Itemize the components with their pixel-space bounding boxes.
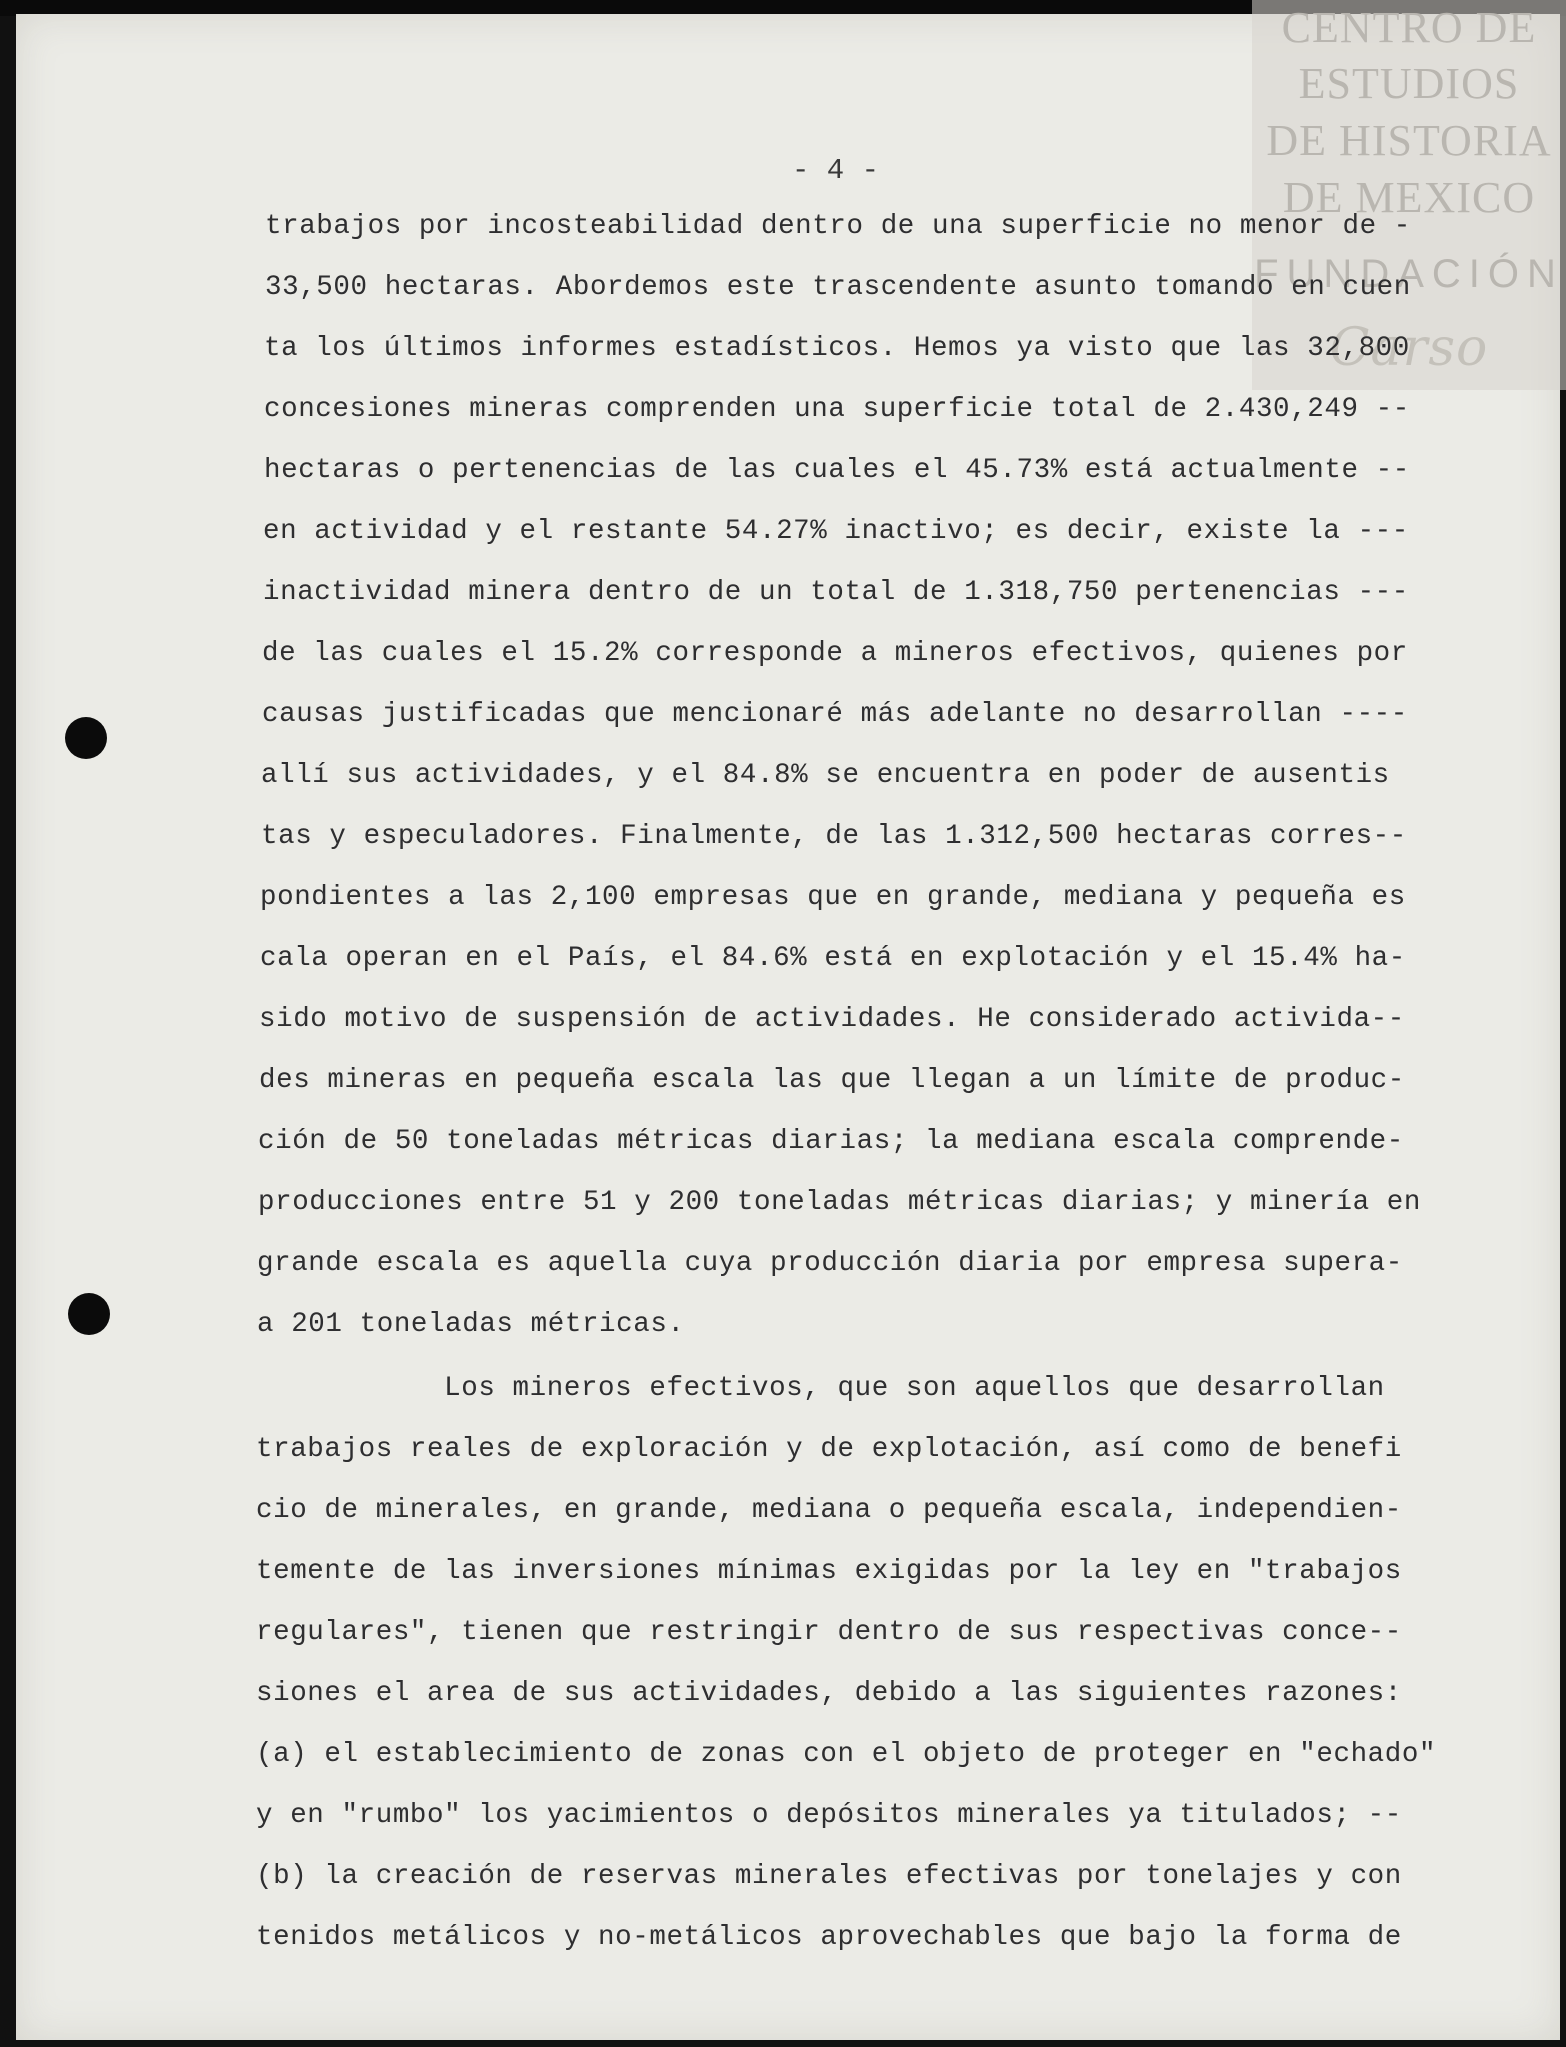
watermark-line: DE HISTORIA	[1266, 116, 1552, 165]
text-line: regulares", tienen que restringir dentro de sus respectivas conce--	[256, 1617, 1402, 1648]
text-line: grande escala es aquella cuya producción diaria por empresa supera-	[257, 1248, 1403, 1279]
text-line: temente de las inversiones mínimas exigidas por la ley en "trabajos	[256, 1556, 1402, 1587]
text-line: ta los últimos informes estadísticos. Hemos ya visto que las 32,800	[264, 333, 1410, 364]
watermark-line: DE MEXICO	[1282, 173, 1536, 222]
text-line: 33,500 hectaras. Abordemos este trascendente asunto tomando en cuen	[265, 272, 1411, 303]
text-line: (b) la creación de reservas minerales efectivas por tonelajes y con	[256, 1861, 1402, 1892]
binder-hole	[68, 1293, 110, 1335]
text-line: des mineras en pequeña escala las que llegan a un límite de produc-	[259, 1065, 1405, 1096]
text-line: a 201 toneladas métricas.	[257, 1309, 685, 1340]
text-line: trabajos por incosteabilidad dentro de una superficie no menor de -	[265, 211, 1411, 242]
text-line: pondientes a las 2,100 empresas que en grande, mediana y pequeña es	[260, 882, 1406, 913]
text-line: de las cuales el 15.2% corresponde a mineros efectivos, quienes por	[262, 638, 1408, 669]
text-line: concesiones mineras comprenden una superficie total de 2.430,249 --	[264, 394, 1410, 425]
text-line: tas y especuladores. Finalmente, de las 1.312,500 hectaras corres--	[261, 821, 1407, 852]
text-line: siones el area de sus actividades, debido a las siguientes razones:	[256, 1678, 1402, 1709]
text-line: producciones entre 51 y 200 toneladas métricas diarias; y minería en	[258, 1187, 1421, 1218]
text-line: ción de 50 toneladas métricas diarias; la mediana escala comprende-	[258, 1126, 1404, 1157]
watermark-line: ESTUDIOS	[1298, 59, 1520, 108]
watermark-line: FUNDACIÓN	[1254, 252, 1564, 296]
watermark-signature: Carso	[1329, 318, 1489, 378]
text-line: hectaras o pertenencias de las cuales el 45.73% está actualmente --	[264, 455, 1410, 486]
text-line: en actividad y el restante 54.27% inactivo; es decir, existe la ---	[263, 516, 1409, 547]
page-number: - 4 -	[792, 154, 880, 187]
text-line: allí sus actividades, y el 84.8% se encuentra en poder de ausentis	[261, 760, 1390, 791]
text-line: sido motivo de suspensión de actividades. He considerado activida--	[259, 1004, 1405, 1035]
text-line: cala operan en el País, el 84.6% está en explotación y el 15.4% ha-	[260, 943, 1406, 974]
binder-hole	[65, 717, 107, 759]
text-line: cio de minerales, en grande, mediana o pequeña escala, independien-	[256, 1495, 1402, 1526]
text-line: causas justificadas que mencionaré más adelante no desarrollan ----	[262, 699, 1408, 730]
text-line: tenidos metálicos y no-metálicos aprovechables que bajo la forma de	[256, 1922, 1402, 1953]
text-line: (a) el establecimiento de zonas con el objeto de proteger en "echado"	[256, 1739, 1437, 1770]
text-line: Los mineros efectivos, que son aquellos que desarrollan	[256, 1373, 1385, 1404]
watermark-line: CENTRO DE	[1281, 3, 1537, 52]
text-line: trabajos reales de exploración y de explotación, así como de benefi	[256, 1434, 1402, 1465]
text-line: inactividad minera dentro de un total de 1.318,750 pertenencias ---	[263, 577, 1409, 608]
text-line: y en "rumbo" los yacimientos o depósitos minerales ya titulados; --	[256, 1800, 1402, 1831]
